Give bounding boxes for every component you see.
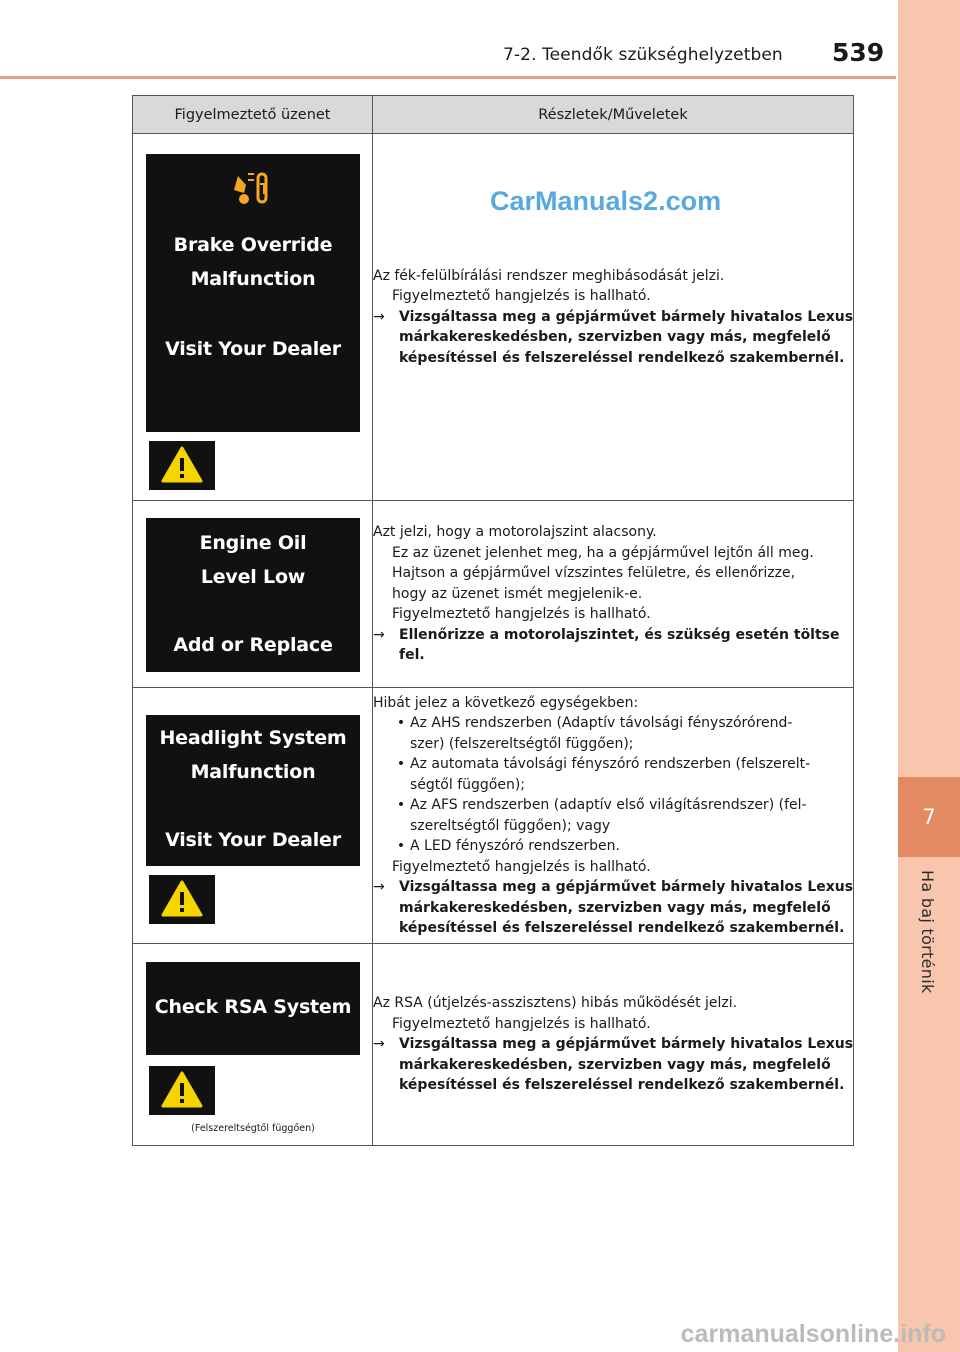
- arrow-icon: →: [373, 626, 385, 643]
- bullet-item: [373, 836, 853, 857]
- action-text: Ellenőrizze a motorolajszintet, és szükség esetén töltse: [399, 626, 840, 643]
- bullet-icon: •: [396, 838, 406, 854]
- detail-line: Az fék-felülbírálási rendszer meghibásodását jelzi.: [373, 267, 725, 284]
- chapter-side-tab: [898, 0, 960, 1352]
- header-rule: [0, 76, 896, 79]
- warning-indicator: [149, 875, 215, 924]
- screen-line: Malfunction: [190, 761, 316, 783]
- action-text: márkakereskedésben, szervizben vagy más, megfelelő: [399, 899, 831, 916]
- table-row: [133, 944, 854, 1146]
- action-row: [373, 877, 853, 898]
- screen-line: Visit Your Dealer: [165, 829, 341, 851]
- screen-line: Headlight System: [159, 727, 347, 749]
- screen-line: Check RSA System: [154, 996, 352, 1018]
- details-cell: [373, 501, 854, 688]
- warning-triangle-icon: [161, 1071, 203, 1109]
- bullet-icon: •: [396, 715, 406, 731]
- arrow-icon: →: [373, 1036, 385, 1053]
- action-row: [373, 307, 853, 328]
- warning-triangle-icon: [161, 446, 203, 484]
- action-row: [373, 1034, 853, 1055]
- bullet-text: Az AFS rendszerben (adaptív első világításrendszer) (fel-: [410, 797, 807, 813]
- table-row: [133, 688, 854, 944]
- column-header-message: Figyelmeztető üzenet: [133, 96, 373, 134]
- display-screen: [146, 715, 360, 866]
- column-header-details: Részletek/Műveletek: [373, 96, 854, 134]
- detail-line: Ez az üzenet jelenhet meg, ha a gépjárművel lejtőn áll meg.: [392, 544, 814, 561]
- message-cell: [133, 944, 373, 1146]
- display-screen: [146, 962, 360, 1055]
- screen-line: Engine Oil: [199, 532, 307, 554]
- table-row: [133, 501, 854, 688]
- action-text: márkakereskedésben, szervizben vagy más, megfelelő: [399, 1056, 831, 1073]
- action-row: [373, 625, 853, 646]
- detail-line: hogy az üzenet ismét megjelenik-e.: [392, 585, 643, 602]
- screen-line: Visit Your Dealer: [165, 338, 341, 360]
- detail-line: Figyelmeztető hangjelzés is hallható.: [392, 858, 651, 875]
- screen-line: Add or Replace: [173, 634, 333, 656]
- bullet-text: A LED fényszóró rendszerben.: [410, 838, 620, 854]
- detail-line: Figyelmeztető hangjelzés is hallható.: [392, 1015, 651, 1032]
- screen-line: Brake Override: [173, 234, 333, 256]
- action-text: képesítéssel és felszereléssel rendelkező szakembernél.: [399, 920, 845, 936]
- detail-line: Figyelmeztető hangjelzés is hallható.: [392, 606, 651, 623]
- brake-override-icon: [232, 172, 274, 208]
- detail-line: Hibát jelez a következő egységekben:: [373, 694, 639, 711]
- display-screen: [146, 154, 360, 432]
- bullet-text: Az AHS rendszerben (Adaptív távolsági fényszórórend-: [410, 715, 793, 731]
- watermark-footer: carmanualsonline.info: [680, 1320, 946, 1348]
- bullet-item: [373, 754, 853, 775]
- arrow-icon: →: [373, 879, 385, 895]
- detail-line: Hajtson a gépjárművel vízszintes felületre, és ellenőrizze,: [392, 565, 796, 582]
- details-cell: [373, 688, 854, 944]
- bullet-item: [373, 795, 853, 816]
- bullet-text: ségtől függően);: [410, 776, 525, 793]
- display-screen: [146, 518, 360, 672]
- chapter-title: [898, 870, 960, 1010]
- bullet-text: Az automata távolsági fényszóró rendszerben (felszerelt-: [410, 756, 811, 772]
- warning-message-table: [132, 95, 854, 1146]
- details-cell: [373, 944, 854, 1146]
- warning-triangle-icon: [161, 880, 203, 918]
- table-header-row: [133, 96, 854, 134]
- action-text: Vizsgáltassa meg a gépjárművet bármely hivatalos Lexus: [399, 308, 854, 325]
- section-title: 7-2. Teendők szükséghelyzetben: [503, 45, 783, 65]
- action-text: Vizsgáltassa meg a gépjárművet bármely hivatalos Lexus: [399, 1036, 854, 1053]
- detail-line: Az RSA (útjelzés-asszisztens) hibás működését jelzi.: [373, 995, 738, 1012]
- action-text: márkakereskedésben, szervizben vagy más, megfelelő: [399, 329, 831, 346]
- bullet-text: szereltségtől függően); vagy: [410, 817, 611, 834]
- action-text: képesítéssel és felszereléssel rendelkező szakembernél.: [399, 1077, 845, 1094]
- message-cell: [133, 134, 373, 501]
- warning-indicator: [149, 441, 215, 490]
- bullet-text: szer) (felszereltségtől függően);: [410, 735, 634, 752]
- chapter-title-text: Ha baj történik: [918, 870, 937, 994]
- page-number: 539: [832, 38, 885, 67]
- availability-caption: (Felszereltségtől függően): [191, 1123, 315, 1134]
- action-text: Vizsgáltassa meg a gépjárművet bármely hivatalos Lexus: [399, 879, 854, 895]
- arrow-icon: →: [373, 308, 385, 325]
- screen-line: Malfunction: [190, 268, 316, 290]
- warning-indicator: [149, 1066, 215, 1115]
- message-cell: [133, 688, 373, 944]
- message-cell: [133, 501, 373, 688]
- bullet-icon: •: [396, 756, 406, 772]
- detail-line: Figyelmeztető hangjelzés is hallható.: [392, 288, 651, 305]
- screen-line: Level Low: [200, 566, 306, 588]
- bullet-item: [373, 713, 853, 734]
- action-text: fel.: [399, 647, 425, 664]
- bullet-icon: •: [396, 797, 406, 813]
- chapter-number: 7: [922, 805, 936, 829]
- watermark-center: CarManuals2.com: [490, 186, 722, 216]
- action-text: képesítéssel és felszereléssel rendelkező szakembernél.: [399, 349, 845, 366]
- chapter-number-box: [898, 777, 960, 857]
- detail-line: Azt jelzi, hogy a motorolajszint alacsony.: [373, 524, 657, 541]
